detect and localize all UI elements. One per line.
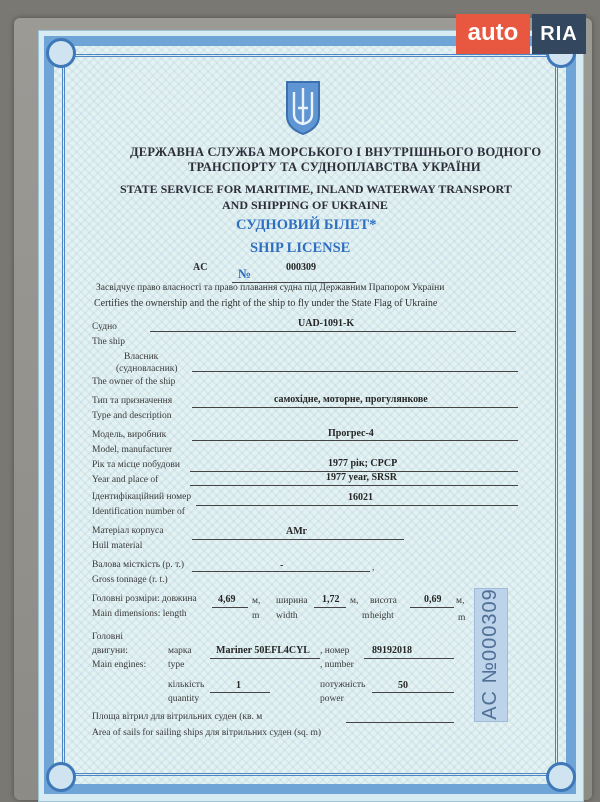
ship-label-ua: Судно (92, 322, 117, 332)
engines-number-label-ua: , номер (320, 646, 350, 656)
corner-ornament-tl (46, 38, 76, 68)
tonnage-value: - (280, 560, 284, 571)
header-en-line1: STATE SERVICE FOR MARITIME, INLAND WATERWAY TRANSPORT (120, 182, 512, 196)
model-label-en: Model, manufacturer (92, 445, 173, 455)
ship-value: UAD-1091-K (298, 318, 355, 329)
dim-height-label-ua: висота (370, 596, 397, 606)
material-line (192, 539, 404, 540)
engines-mark-label-en: type (168, 660, 185, 670)
engines-label-ua2: двигуни: (92, 646, 128, 656)
dim-width-label-ua: ширина (276, 596, 308, 606)
year-label-ua: Рік та місце побудови (92, 460, 180, 470)
logo-auto: auto (456, 14, 530, 54)
type-label-ua: Тип та призначення (92, 396, 173, 406)
dim-length-line (212, 607, 248, 608)
dim-height-value: 0,69 (424, 594, 442, 605)
dim-height-line (410, 607, 454, 608)
dim-label-ua: Головні розміри: довжина (92, 594, 197, 604)
dim-length-unit-ua: м, (252, 596, 261, 606)
dim-label-en: Main dimensions: length (92, 609, 187, 619)
vertical-serial-text: AC №000309 (479, 588, 501, 720)
owner-label-ua2: (судновласник) (116, 364, 178, 374)
autoria-logo (456, 14, 586, 54)
header-en-line2: AND SHIPPING OF UKRAINE (222, 198, 388, 212)
material-label-en: Hull material (92, 541, 143, 551)
type-line (192, 407, 518, 408)
serial-no-sign: № (238, 266, 252, 281)
sails-label-en: Area of sails for sailing ships для вітрильних суден (sq. m) (92, 728, 322, 738)
model-label-ua: Модель, виробник (92, 430, 167, 440)
serial-series: AC (193, 262, 208, 273)
tonnage-comma: , (372, 563, 375, 573)
ship-label-en: The ship (92, 337, 125, 347)
engines-number-line (364, 658, 454, 659)
tonnage-label-en: Gross tonnage (r. t.) (92, 575, 168, 585)
header-ua-line1: ДЕРЖАВНА СЛУЖБА МОРСЬКОГО І ВНУТРІШНЬОГО ВОДНОГО (130, 145, 542, 159)
engines-label-en: Main engines: (92, 660, 147, 670)
ship-line (150, 331, 516, 332)
material-value: АМг (286, 526, 308, 537)
certify-en: Certifies the ownership and the right of the ship to fly under the State Flag of Ukraine (94, 298, 438, 309)
dim-width-line (314, 607, 346, 608)
engines-power-line (372, 692, 454, 693)
tonnage-line (192, 571, 370, 572)
ident-line (196, 505, 518, 506)
title-en: SHIP LICENSE (250, 240, 351, 256)
tonnage-label-ua: Валова місткість (р. т.) (92, 560, 185, 570)
engines-qty-line (210, 692, 270, 693)
dim-height-unit-en: m (458, 613, 466, 623)
engines-qty-label-ua: кількість (168, 680, 205, 690)
model-value: Прогрес-4 (328, 428, 374, 439)
type-value: самохідне, моторне, прогулянкове (274, 394, 428, 405)
engines-power-label-ua: потужність (320, 680, 366, 690)
model-line (192, 440, 518, 441)
corner-ornament-br (546, 762, 576, 792)
serial-number: 000309 (286, 262, 316, 273)
engines-qty-label-en: quantity (168, 694, 200, 704)
dim-width-unit-ua: м, (350, 596, 359, 606)
engines-power-value: 50 (398, 680, 408, 691)
owner-line (192, 371, 518, 372)
engines-number-label-en: , number (320, 660, 354, 670)
engines-mark-line (210, 658, 320, 659)
type-label-en: Type and description (92, 411, 172, 421)
dim-width-value: 1,72 (322, 594, 340, 605)
year-value-ua: 1977 рік; СРСР (328, 458, 398, 469)
engines-mark-label-ua: марка (168, 646, 192, 656)
year-label-en: Year and place of (92, 475, 159, 485)
corner-ornament-bl (46, 762, 76, 792)
sails-line (346, 722, 454, 723)
year-value-en: 1977 year, SRSR (326, 472, 398, 483)
owner-label-en: The owner of the ship (92, 377, 176, 387)
engines-label-ua1: Головні (92, 632, 123, 642)
engines-mark-value: Mariner 50EFL4CYL (216, 645, 310, 656)
ident-label-en: Identification number of (92, 507, 185, 517)
engines-number-value: 89192018 (372, 645, 412, 656)
year-line-en (190, 485, 518, 486)
dim-height-label-en: height (370, 611, 394, 621)
dim-width-unit-en: m (362, 611, 370, 621)
header-ua-line2: ТРАНСПОРТУ ТА СУДНОПЛАВСТВА УКРАЇНИ (188, 160, 481, 174)
dim-height-unit-ua: м, (456, 596, 465, 606)
dim-width-label-en: width (276, 611, 298, 621)
trident-emblem-icon (283, 78, 323, 136)
dim-length-value: 4,69 (218, 594, 236, 605)
dim-length-unit-en: m (252, 611, 260, 621)
ident-value: 16021 (348, 492, 373, 503)
certify-ua: Засвідчує право власності та право плавання судна під Державним Прапором України (96, 283, 445, 293)
engines-qty-value: 1 (236, 680, 241, 691)
title-ua: СУДНОВИЙ БІЛЕТ* (236, 217, 377, 233)
material-label-ua: Матеріал корпуса (92, 526, 164, 536)
owner-label-ua: Власник (124, 352, 159, 362)
logo-ria: RIA (532, 14, 586, 54)
engines-power-label-en: power (320, 694, 344, 704)
sails-label-ua: Площа вітрил для вітрильних суден (кв. м (92, 712, 263, 722)
ident-label-ua: Ідентифікаційний номер (92, 492, 192, 502)
